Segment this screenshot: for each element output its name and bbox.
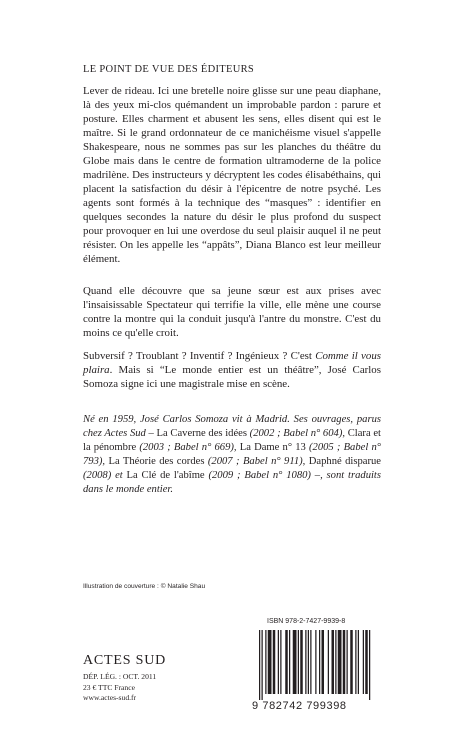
bio-text: (2005 ; Babel n° 793), <box>83 442 381 467</box>
barcode-bar <box>265 630 266 694</box>
paragraph-3-text: Subversif ? Troublant ? Inventif ? Ingénieux ? C'est <box>83 350 316 362</box>
barcode-bar <box>300 630 303 694</box>
barcode-bar <box>293 630 297 694</box>
barcode-bar <box>355 630 356 694</box>
author-bio <box>83 413 381 497</box>
publisher-logo: ACTES SUD <box>83 653 167 668</box>
barcode-bar <box>328 630 329 694</box>
barcode-bar <box>338 630 342 694</box>
play-title: Comme il vous plaira <box>83 350 382 376</box>
barcode-bar <box>363 630 364 694</box>
book-title: Daphné disparue <box>308 456 382 467</box>
website-link[interactable]: www.actes-sud.fr <box>83 693 137 702</box>
barcode-bar <box>369 630 370 700</box>
paragraph-3-text-end: . Mais si “Le monde entier est un théâtre”, José Carlos Somoza signe ici une magistrale mise en scène. <box>83 364 381 390</box>
barcode-bar <box>285 630 288 694</box>
book-title: La Théorie des cordes <box>108 456 205 467</box>
barcode-bar <box>350 630 353 694</box>
barcode-icon <box>257 630 375 700</box>
legal-deposit: DÉP. LÉG. : OCT. 2011 <box>83 672 157 681</box>
barcode-bar <box>365 630 368 694</box>
barcode-digits: 9 782742 799398 <box>252 700 347 712</box>
barcode-bar <box>305 630 306 694</box>
isbn: ISBN 978-2-7427-9939-8 <box>267 618 346 625</box>
bio-text: (2002 ; Babel n° 604), <box>246 428 348 439</box>
barcode-bar <box>343 630 346 694</box>
section-title: LE POINT DE VUE DES ÉDITEURS <box>83 64 255 75</box>
barcode-bar <box>268 630 272 694</box>
synopsis-paragraph-3 <box>83 349 381 391</box>
book-title: Clara et la pénombre <box>83 428 381 453</box>
barcode-bar <box>278 630 279 694</box>
barcode-bar <box>280 630 281 694</box>
book-title: La Dame n° 13 <box>239 442 306 453</box>
barcode-bar <box>315 630 316 694</box>
bio-text: (2009 ; Babel n° 1080) –, sont traduits dans le monde entier. <box>83 470 381 495</box>
synopsis-paragraph-1: Lever de rideau. Ici une bretelle noire glisse sur une peau diaphane, là des yeux mi-clos quémandent un improbable pardon : parure et posture. Elles charment et abusent les sens, elles disent qui est le maître. Si le grand ordonnateur de ce manichéisme visuel s'appelle Shakespeare, nous ne sommes pas sur les planches du théâtre du Globe mais dans le centre de formation ultramoderne de la police madrilène. Des instructeurs y décryptent les codes élisabéthains, qui placent la satisfaction du désir à l'épicentre de notre psyché. Les agents sont formés à la technique des “masques” : identifier en quelques secondes la nature du désir le plus profond du suspect pour provoquer en lui une overdose du seul plaisir auquel il ne peut résister. On les appelle les “appâts”, Diana Blanco est leur meilleur élément. <box>83 85 381 265</box>
bio-text: Né en 1959, José Carlos Somoza vit à Madrid. Ses ouvrages, parus chez Actes Sud – <box>83 414 381 439</box>
book-title: La Clé de l'abîme <box>126 470 205 481</box>
barcode-bar <box>289 630 290 694</box>
bio-text: (2003 ; Babel n° 669), <box>136 442 240 453</box>
barcode-bar <box>322 630 325 694</box>
bio-text: (2007 ; Babel n° 911), <box>204 456 309 467</box>
bio-text: (2008) et <box>83 470 127 481</box>
barcode-bar <box>358 630 359 694</box>
barcode-bar <box>273 630 276 694</box>
barcode-bar <box>319 630 320 694</box>
cover-credit: Illustration de couverture : © Natalie Shau <box>83 583 206 590</box>
price: 23 € TTC France <box>83 682 135 692</box>
barcode-bar <box>310 630 311 694</box>
synopsis-paragraph-2: Quand elle découvre que sa jeune sœur est aux prises avec l'insaisissable Spectateur qui terrifie la ville, elle mène une course contre la montre qui la conduit jusqu'à l'antre du monstre. C'est du moins ce qu'elle croit. <box>83 285 381 339</box>
barcode-bar <box>332 630 335 694</box>
barcode-bar <box>262 630 263 700</box>
book-title: La Caverne des idées <box>156 428 247 439</box>
barcode-bar <box>298 630 299 694</box>
legal-info <box>83 672 156 704</box>
barcode-bar <box>259 630 260 700</box>
barcode-bar <box>347 630 348 694</box>
barcode-bar <box>335 630 336 694</box>
barcode-bar <box>308 630 309 694</box>
